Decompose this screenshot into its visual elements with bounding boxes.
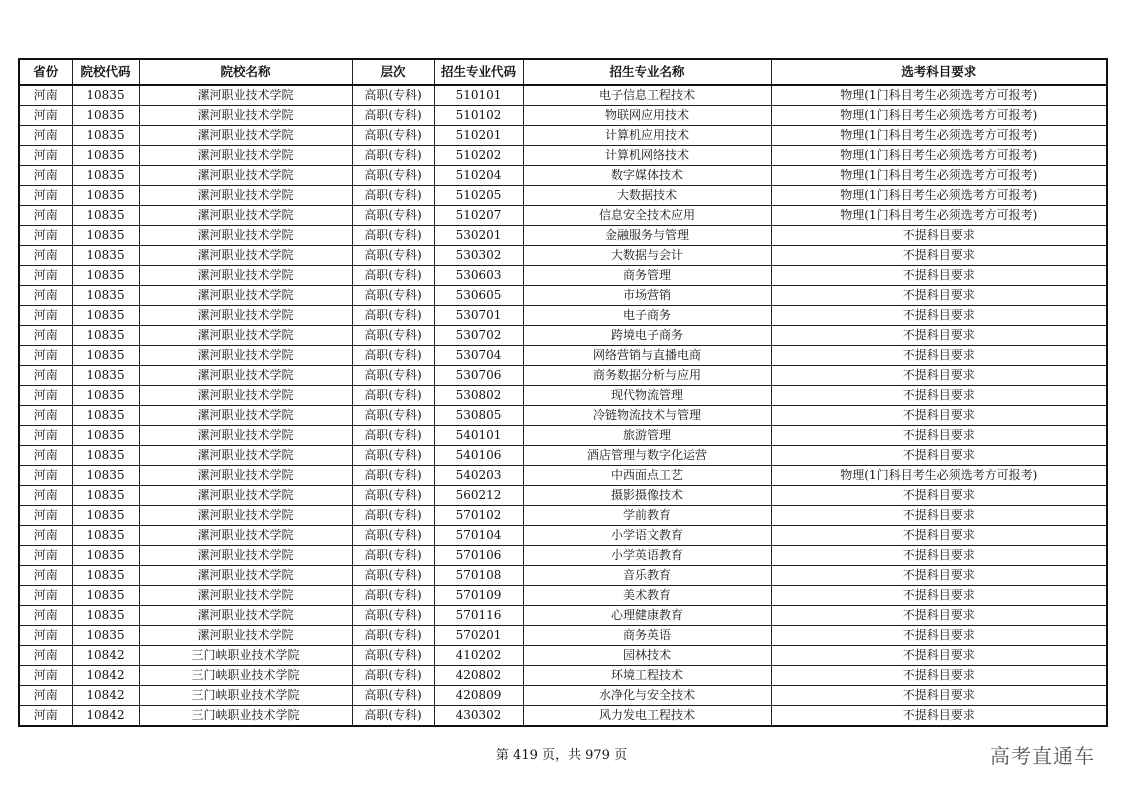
cell-level: 高职(专科): [352, 146, 434, 166]
cell-subject-requirement: 不提科目要求: [771, 266, 1107, 286]
cell-major-code: 510204: [434, 166, 523, 186]
cell-level: 高职(专科): [352, 606, 434, 626]
header-major-name: 招生专业名称: [523, 59, 771, 85]
watermark: 高考直通车: [990, 744, 1095, 768]
cell-province: 河南: [19, 266, 72, 286]
cell-province: 河南: [19, 506, 72, 526]
cell-subject-requirement: 不提科目要求: [771, 246, 1107, 266]
header-province: 省份: [19, 59, 72, 85]
cell-school-name: 漯河职业技术学院: [139, 186, 352, 206]
cell-major-code: 510202: [434, 146, 523, 166]
table-row: [19, 306, 1107, 326]
cell-subject-requirement: 不提科目要求: [771, 606, 1107, 626]
cell-major-code: 560212: [434, 486, 523, 506]
cell-subject-requirement: 物理(1门科目考生必须选考方可报考): [771, 166, 1107, 186]
cell-subject-requirement: 物理(1门科目考生必须选考方可报考): [771, 206, 1107, 226]
cell-level: 高职(专科): [352, 266, 434, 286]
cell-major-name: 电子信息工程技术: [523, 85, 771, 106]
cell-subject-requirement: 物理(1门科目考生必须选考方可报考): [771, 85, 1107, 106]
cell-major-code: 530302: [434, 246, 523, 266]
cell-major-code: 530702: [434, 326, 523, 346]
cell-school-name: 漯河职业技术学院: [139, 286, 352, 306]
cell-province: 河南: [19, 166, 72, 186]
cell-school-code: 10835: [72, 466, 139, 486]
cell-subject-requirement: 不提科目要求: [771, 226, 1107, 246]
page-number: 第 419 页，共 979 页: [495, 748, 628, 763]
cell-major-code: 530704: [434, 346, 523, 366]
cell-level: 高职(专科): [352, 386, 434, 406]
cell-school-code: 10835: [72, 226, 139, 246]
cell-major-code: 570102: [434, 506, 523, 526]
cell-level: 高职(专科): [352, 186, 434, 206]
cell-major-code: 510101: [434, 85, 523, 106]
cell-major-code: 530603: [434, 266, 523, 286]
cell-level: 高职(专科): [352, 486, 434, 506]
cell-level: 高职(专科): [352, 206, 434, 226]
cell-school-code: 10835: [72, 406, 139, 426]
cell-school-name: 漯河职业技术学院: [139, 266, 352, 286]
header-subject-requirement: 选考科目要求: [771, 59, 1107, 85]
cell-province: 河南: [19, 406, 72, 426]
table-row: [19, 406, 1107, 426]
cell-school-name: 漯河职业技术学院: [139, 506, 352, 526]
cell-subject-requirement: 不提科目要求: [771, 526, 1107, 546]
cell-school-code: 10835: [72, 606, 139, 626]
cell-level: 高职(专科): [352, 286, 434, 306]
cell-province: 河南: [19, 246, 72, 266]
cell-school-code: 10835: [72, 326, 139, 346]
cell-major-name: 酒店管理与数字化运营: [523, 446, 771, 466]
header-row: [19, 59, 1107, 85]
cell-school-name: 漯河职业技术学院: [139, 326, 352, 346]
cell-subject-requirement: 不提科目要求: [771, 386, 1107, 406]
cell-school-name: 漯河职业技术学院: [139, 466, 352, 486]
table-row: [19, 466, 1107, 486]
cell-school-code: 10835: [72, 146, 139, 166]
cell-school-name: 漯河职业技术学院: [139, 586, 352, 606]
cell-school-name: 漯河职业技术学院: [139, 426, 352, 446]
cell-province: 河南: [19, 106, 72, 126]
cell-school-name: 漯河职业技术学院: [139, 346, 352, 366]
cell-province: 河南: [19, 626, 72, 646]
cell-school-name: 漯河职业技术学院: [139, 446, 352, 466]
cell-major-code: 510201: [434, 126, 523, 146]
cell-province: 河南: [19, 326, 72, 346]
cell-subject-requirement: 不提科目要求: [771, 286, 1107, 306]
cell-major-name: 中西面点工艺: [523, 466, 771, 486]
cell-province: 河南: [19, 646, 72, 666]
cell-level: 高职(专科): [352, 646, 434, 666]
cell-level: 高职(专科): [352, 506, 434, 526]
cell-school-name: 漯河职业技术学院: [139, 566, 352, 586]
table-row: [19, 85, 1107, 106]
cell-major-code: 570106: [434, 546, 523, 566]
table-row: [19, 646, 1107, 666]
cell-province: 河南: [19, 486, 72, 506]
cell-province: 河南: [19, 126, 72, 146]
cell-subject-requirement: 不提科目要求: [771, 306, 1107, 326]
admission-table: [18, 58, 1108, 727]
cell-school-code: 10835: [72, 346, 139, 366]
cell-subject-requirement: 不提科目要求: [771, 646, 1107, 666]
header-major-code: 招生专业代码: [434, 59, 523, 85]
cell-major-name: 水净化与安全技术: [523, 686, 771, 706]
cell-level: 高职(专科): [352, 306, 434, 326]
cell-subject-requirement: 不提科目要求: [771, 546, 1107, 566]
table-row: [19, 446, 1107, 466]
table-row: [19, 146, 1107, 166]
cell-school-code: 10835: [72, 166, 139, 186]
cell-school-code: 10835: [72, 426, 139, 446]
cell-major-name: 商务管理: [523, 266, 771, 286]
cell-major-name: 摄影摄像技术: [523, 486, 771, 506]
cell-school-name: 漯河职业技术学院: [139, 246, 352, 266]
cell-school-code: 10835: [72, 266, 139, 286]
cell-subject-requirement: 不提科目要求: [771, 446, 1107, 466]
cell-level: 高职(专科): [352, 666, 434, 686]
cell-major-name: 计算机应用技术: [523, 126, 771, 146]
cell-school-name: 三门峡职业技术学院: [139, 646, 352, 666]
cell-subject-requirement: 不提科目要求: [771, 586, 1107, 606]
cell-school-name: 漯河职业技术学院: [139, 306, 352, 326]
cell-school-code: 10835: [72, 546, 139, 566]
cell-major-name: 金融服务与管理: [523, 226, 771, 246]
cell-province: 河南: [19, 666, 72, 686]
cell-major-code: 510205: [434, 186, 523, 206]
cell-level: 高职(专科): [352, 546, 434, 566]
table-row: [19, 326, 1107, 346]
cell-major-name: 市场营销: [523, 286, 771, 306]
cell-level: 高职(专科): [352, 566, 434, 586]
table-row: [19, 526, 1107, 546]
cell-province: 河南: [19, 366, 72, 386]
cell-subject-requirement: 不提科目要求: [771, 366, 1107, 386]
cell-school-code: 10835: [72, 486, 139, 506]
cell-province: 河南: [19, 346, 72, 366]
cell-school-code: 10835: [72, 506, 139, 526]
cell-school-code: 10842: [72, 686, 139, 706]
cell-school-name: 漯河职业技术学院: [139, 366, 352, 386]
cell-school-code: 10835: [72, 206, 139, 226]
table-header: [19, 59, 1107, 85]
header-level: 层次: [352, 59, 434, 85]
table-row: [19, 486, 1107, 506]
table-row: [19, 126, 1107, 146]
cell-level: 高职(专科): [352, 366, 434, 386]
cell-province: 河南: [19, 306, 72, 326]
cell-major-name: 现代物流管理: [523, 386, 771, 406]
cell-school-code: 10835: [72, 586, 139, 606]
cell-province: 河南: [19, 226, 72, 246]
cell-province: 河南: [19, 286, 72, 306]
cell-school-name: 漯河职业技术学院: [139, 386, 352, 406]
cell-level: 高职(专科): [352, 526, 434, 546]
cell-major-name: 学前教育: [523, 506, 771, 526]
cell-major-code: 530701: [434, 306, 523, 326]
cell-major-code: 420802: [434, 666, 523, 686]
cell-province: 河南: [19, 426, 72, 446]
cell-school-code: 10842: [72, 706, 139, 727]
table-body: [19, 85, 1107, 726]
cell-school-code: 10835: [72, 386, 139, 406]
cell-school-name: 漯河职业技术学院: [139, 146, 352, 166]
cell-major-code: 570108: [434, 566, 523, 586]
cell-province: 河南: [19, 446, 72, 466]
cell-major-code: 540101: [434, 426, 523, 446]
cell-school-code: 10835: [72, 366, 139, 386]
cell-major-name: 风力发电工程技术: [523, 706, 771, 727]
cell-level: 高职(专科): [352, 586, 434, 606]
cell-major-code: 570109: [434, 586, 523, 606]
cell-major-code: 540203: [434, 466, 523, 486]
table-row: [19, 626, 1107, 646]
cell-level: 高职(专科): [352, 246, 434, 266]
table-row: [19, 366, 1107, 386]
table-row: [19, 586, 1107, 606]
cell-level: 高职(专科): [352, 406, 434, 426]
cell-major-code: 510102: [434, 106, 523, 126]
cell-subject-requirement: 物理(1门科目考生必须选考方可报考): [771, 106, 1107, 126]
cell-province: 河南: [19, 206, 72, 226]
cell-subject-requirement: 物理(1门科目考生必须选考方可报考): [771, 466, 1107, 486]
cell-major-code: 570201: [434, 626, 523, 646]
cell-major-name: 环境工程技术: [523, 666, 771, 686]
cell-level: 高职(专科): [352, 126, 434, 146]
cell-major-code: 430302: [434, 706, 523, 727]
cell-school-code: 10835: [72, 566, 139, 586]
cell-subject-requirement: 不提科目要求: [771, 326, 1107, 346]
table-row: [19, 706, 1107, 727]
table-row: [19, 686, 1107, 706]
cell-school-name: 漯河职业技术学院: [139, 626, 352, 646]
table-row: [19, 386, 1107, 406]
cell-subject-requirement: 不提科目要求: [771, 686, 1107, 706]
table-row: [19, 266, 1107, 286]
cell-province: 河南: [19, 586, 72, 606]
header-school-code: 院校代码: [72, 59, 139, 85]
cell-province: 河南: [19, 186, 72, 206]
cell-level: 高职(专科): [352, 446, 434, 466]
cell-level: 高职(专科): [352, 226, 434, 246]
cell-major-name: 心理健康教育: [523, 606, 771, 626]
cell-major-code: 420809: [434, 686, 523, 706]
cell-major-name: 旅游管理: [523, 426, 771, 446]
cell-major-name: 冷链物流技术与管理: [523, 406, 771, 426]
cell-level: 高职(专科): [352, 85, 434, 106]
cell-subject-requirement: 物理(1门科目考生必须选考方可报考): [771, 146, 1107, 166]
cell-subject-requirement: 不提科目要求: [771, 506, 1107, 526]
cell-subject-requirement: 不提科目要求: [771, 486, 1107, 506]
cell-major-name: 大数据技术: [523, 186, 771, 206]
cell-school-name: 三门峡职业技术学院: [139, 666, 352, 686]
header-school-name: 院校名称: [139, 59, 352, 85]
cell-major-name: 信息安全技术应用: [523, 206, 771, 226]
cell-major-name: 大数据与会计: [523, 246, 771, 266]
cell-major-name: 音乐教育: [523, 566, 771, 586]
cell-major-name: 跨境电子商务: [523, 326, 771, 346]
cell-school-name: 漯河职业技术学院: [139, 226, 352, 246]
cell-school-code: 10835: [72, 106, 139, 126]
cell-major-code: 510207: [434, 206, 523, 226]
cell-subject-requirement: 不提科目要求: [771, 566, 1107, 586]
cell-school-code: 10835: [72, 446, 139, 466]
cell-province: 河南: [19, 546, 72, 566]
cell-major-code: 530605: [434, 286, 523, 306]
table-row: [19, 166, 1107, 186]
table-row: [19, 606, 1107, 626]
cell-school-name: 漯河职业技术学院: [139, 166, 352, 186]
cell-major-name: 电子商务: [523, 306, 771, 326]
cell-major-code: 530706: [434, 366, 523, 386]
cell-major-name: 美术教育: [523, 586, 771, 606]
cell-school-name: 漯河职业技术学院: [139, 546, 352, 566]
table-row: [19, 206, 1107, 226]
cell-major-code: 570116: [434, 606, 523, 626]
cell-major-name: 网络营销与直播电商: [523, 346, 771, 366]
cell-school-code: 10835: [72, 286, 139, 306]
table-row: [19, 286, 1107, 306]
cell-level: 高职(专科): [352, 166, 434, 186]
cell-subject-requirement: 不提科目要求: [771, 666, 1107, 686]
cell-major-name: 商务数据分析与应用: [523, 366, 771, 386]
cell-level: 高职(专科): [352, 706, 434, 727]
cell-level: 高职(专科): [352, 626, 434, 646]
table-row: [19, 246, 1107, 266]
cell-school-name: 三门峡职业技术学院: [139, 686, 352, 706]
cell-province: 河南: [19, 706, 72, 727]
cell-school-code: 10835: [72, 126, 139, 146]
cell-school-code: 10835: [72, 186, 139, 206]
cell-major-name: 小学英语教育: [523, 546, 771, 566]
table-row: [19, 346, 1107, 366]
table-row: [19, 186, 1107, 206]
cell-level: 高职(专科): [352, 686, 434, 706]
cell-level: 高职(专科): [352, 326, 434, 346]
cell-major-name: 物联网应用技术: [523, 106, 771, 126]
table-row: [19, 506, 1107, 526]
cell-subject-requirement: 不提科目要求: [771, 346, 1107, 366]
cell-school-code: 10842: [72, 666, 139, 686]
table-row: [19, 226, 1107, 246]
cell-subject-requirement: 物理(1门科目考生必须选考方可报考): [771, 186, 1107, 206]
table-row: [19, 106, 1107, 126]
cell-school-name: 漯河职业技术学院: [139, 126, 352, 146]
cell-level: 高职(专科): [352, 346, 434, 366]
cell-province: 河南: [19, 526, 72, 546]
cell-level: 高职(专科): [352, 466, 434, 486]
cell-school-code: 10835: [72, 626, 139, 646]
cell-school-name: 漯河职业技术学院: [139, 406, 352, 426]
cell-province: 河南: [19, 85, 72, 106]
cell-subject-requirement: 不提科目要求: [771, 406, 1107, 426]
cell-school-name: 漯河职业技术学院: [139, 85, 352, 106]
cell-school-name: 漯河职业技术学院: [139, 106, 352, 126]
table-row: [19, 546, 1107, 566]
table-row: [19, 426, 1107, 446]
cell-school-code: 10835: [72, 246, 139, 266]
cell-major-name: 小学语文教育: [523, 526, 771, 546]
cell-major-code: 530805: [434, 406, 523, 426]
cell-major-name: 园林技术: [523, 646, 771, 666]
cell-major-code: 530201: [434, 226, 523, 246]
cell-school-name: 漯河职业技术学院: [139, 606, 352, 626]
cell-school-name: 漯河职业技术学院: [139, 526, 352, 546]
cell-province: 河南: [19, 386, 72, 406]
cell-major-code: 540106: [434, 446, 523, 466]
cell-province: 河南: [19, 466, 72, 486]
cell-level: 高职(专科): [352, 106, 434, 126]
cell-school-name: 漯河职业技术学院: [139, 206, 352, 226]
cell-province: 河南: [19, 606, 72, 626]
table-row: [19, 666, 1107, 686]
cell-major-name: 商务英语: [523, 626, 771, 646]
cell-major-code: 570104: [434, 526, 523, 546]
cell-subject-requirement: 不提科目要求: [771, 626, 1107, 646]
cell-major-code: 530802: [434, 386, 523, 406]
cell-major-name: 计算机网络技术: [523, 146, 771, 166]
table-row: [19, 566, 1107, 586]
cell-school-code: 10842: [72, 646, 139, 666]
cell-school-code: 10835: [72, 85, 139, 106]
cell-subject-requirement: 物理(1门科目考生必须选考方可报考): [771, 126, 1107, 146]
cell-major-name: 数字媒体技术: [523, 166, 771, 186]
cell-school-name: 三门峡职业技术学院: [139, 706, 352, 727]
cell-school-name: 漯河职业技术学院: [139, 486, 352, 506]
cell-subject-requirement: 不提科目要求: [771, 706, 1107, 727]
cell-school-code: 10835: [72, 306, 139, 326]
cell-major-code: 410202: [434, 646, 523, 666]
cell-school-code: 10835: [72, 526, 139, 546]
cell-province: 河南: [19, 146, 72, 166]
cell-subject-requirement: 不提科目要求: [771, 426, 1107, 446]
cell-province: 河南: [19, 566, 72, 586]
cell-level: 高职(专科): [352, 426, 434, 446]
cell-province: 河南: [19, 686, 72, 706]
